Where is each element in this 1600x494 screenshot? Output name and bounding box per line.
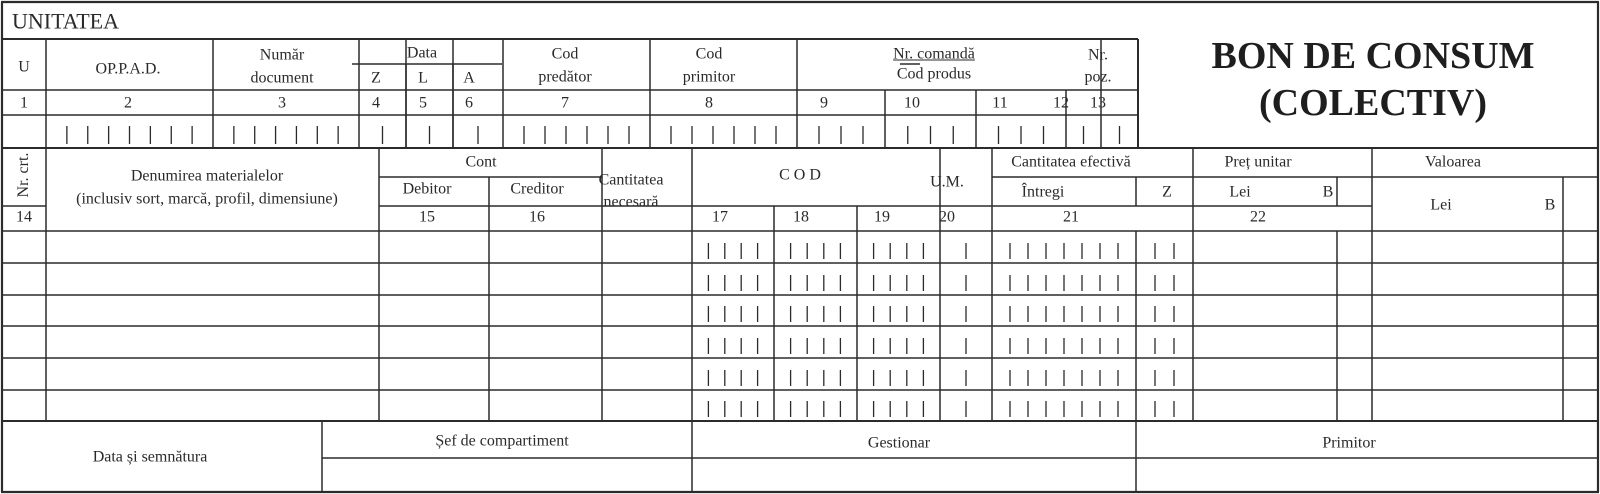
- header-data-a: A: [463, 69, 475, 87]
- denumirea-label: Denumirea materialelor: [130, 167, 284, 185]
- header-num-6: 6: [465, 94, 473, 112]
- header-num-10: 10: [904, 94, 920, 112]
- header-cod-produs: Cod produs: [896, 65, 972, 83]
- header-nr-poz-1: Nr.: [1088, 46, 1108, 64]
- header-num-5: 5: [419, 94, 427, 112]
- cantitatea-efectiva-label: Cantitatea efectivă: [1011, 153, 1131, 171]
- table-num-21: 21: [1063, 208, 1079, 226]
- table-num-18: 18: [793, 208, 809, 226]
- unit-label: UNITATEA: [12, 8, 119, 34]
- header-num-2: 2: [124, 94, 132, 112]
- gestionar-label: Gestionar: [867, 434, 931, 452]
- header-data-l: L: [418, 69, 428, 87]
- form-title-line2: (COLECTIV): [1258, 82, 1488, 124]
- header-num-7: 7: [561, 94, 569, 112]
- um-label: U.M.: [930, 173, 964, 191]
- pret-lei-label: Lei: [1229, 183, 1251, 201]
- header-num-8: 8: [705, 94, 713, 112]
- table-num-22: 22: [1250, 208, 1266, 226]
- cantitatea-necesara-2: necesară: [603, 193, 659, 211]
- header-cod-predator-2: predător: [538, 68, 592, 86]
- header-num-1: 1: [20, 94, 28, 112]
- header-cod-predator-1: Cod: [551, 45, 579, 63]
- header-num-4: 4: [372, 94, 380, 112]
- intregi-label: Întregi: [1021, 183, 1065, 201]
- valoarea-lei-label: Lei: [1430, 196, 1452, 214]
- cod-label: C O D: [779, 166, 821, 184]
- header-oppad: OP.P.A.D.: [95, 60, 161, 78]
- header-num-11: 11: [992, 94, 1008, 112]
- header-num-12: 12: [1053, 94, 1069, 112]
- z-label: Z: [1162, 183, 1172, 201]
- cantitatea-necesara-1: Cantitatea: [598, 171, 664, 189]
- header-numar: Număr: [259, 46, 305, 64]
- cont-label: Cont: [465, 153, 497, 171]
- valoarea-label: Valoarea: [1425, 153, 1481, 171]
- header-document: document: [250, 69, 314, 87]
- header-data-z: Z: [371, 69, 381, 87]
- header-cod-primitor-2: primitor: [682, 68, 736, 86]
- header-u: U: [18, 58, 30, 76]
- pret-b-label: B: [1322, 183, 1334, 201]
- form-title-line1: BON DE CONSUM: [1211, 35, 1535, 77]
- primitor-label: Primitor: [1322, 434, 1376, 452]
- data-semnatura-label: Data și semnătura: [92, 448, 208, 466]
- valoarea-b-label: B: [1544, 196, 1556, 214]
- header-nr-poz-2: poz.: [1084, 68, 1112, 86]
- creditor-label: Creditor: [510, 180, 564, 198]
- header-data: Data: [406, 44, 438, 62]
- header-nr-comanda: Nr. comandă: [893, 45, 975, 63]
- table-num-20: 20: [939, 208, 955, 226]
- header-cod-primitor-1: Cod: [695, 45, 723, 63]
- table-num-19: 19: [874, 208, 890, 226]
- header-num-9: 9: [820, 94, 828, 112]
- header-num-13: 13: [1090, 94, 1106, 112]
- debitor-label: Debitor: [402, 180, 452, 198]
- sef-compartiment-label: Șef de compartiment: [435, 432, 569, 450]
- nr-crt-label: Nr. crt.: [15, 152, 32, 198]
- table-num-16: 16: [529, 208, 545, 226]
- header-num-3: 3: [278, 94, 286, 112]
- pret-unitar-label: Preț unitar: [1224, 153, 1292, 171]
- table-num-15: 15: [419, 208, 435, 226]
- table-num-17: 17: [712, 208, 728, 226]
- table-num-14: 14: [16, 208, 32, 226]
- denumirea-sublabel: (inclusiv sort, marcă, profil, dimensiune): [76, 190, 338, 208]
